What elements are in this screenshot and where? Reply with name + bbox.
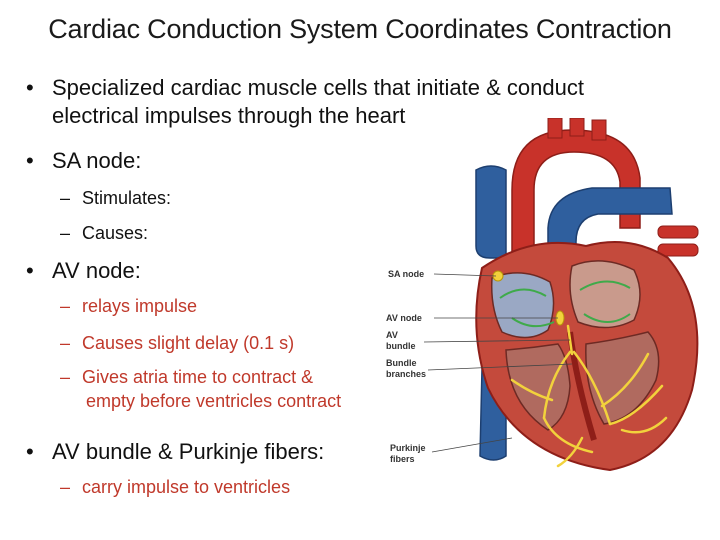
- dash-marker: –: [60, 296, 71, 316]
- aortic-branch: [548, 118, 562, 138]
- label-bundle-branches-2: branches: [386, 369, 427, 379]
- bullet-text-line1: Specialized cardiac muscle cells that initiate & conduct: [52, 75, 584, 100]
- label-purkinje-1: Purkinje: [390, 443, 426, 453]
- sub-bullet-relays-impulse: [60, 294, 198, 318]
- sub-bullet-text: Stimulates:: [82, 188, 172, 208]
- bullet-text: SA node:: [52, 148, 142, 173]
- slide-title: Cardiac Conduction System Coordinates Contraction: [48, 14, 672, 44]
- bullet-av-bundle-purkinje: [26, 438, 325, 466]
- superior-vena-cava: [476, 166, 506, 258]
- sub-bullet-slight-delay: [60, 331, 295, 355]
- bullet-av-node: [26, 257, 141, 285]
- sub-bullet-text-line1: Gives atria time to contract &: [82, 367, 314, 387]
- dash-marker: –: [60, 477, 71, 497]
- label-bundle-branches-1: Bundle: [386, 358, 417, 368]
- bullet-sa-node: [26, 147, 142, 175]
- sub-bullet-text: Causes slight delay (0.1 s): [82, 333, 295, 353]
- label-av-bundle-1: AV: [386, 330, 398, 340]
- sub-bullet-text: Causes:: [82, 223, 149, 243]
- sub-bullet-atria-time: [60, 365, 412, 413]
- sub-bullet-text: carry impulse to ventricles: [82, 477, 291, 497]
- sub-bullet-stimulates: [60, 186, 172, 210]
- sub-bullet-text: relays impulse: [82, 296, 198, 316]
- right-atrium: [492, 273, 554, 338]
- bullet-marker: •: [26, 75, 34, 100]
- label-av-bundle-2: bundle: [386, 341, 416, 351]
- bullet-text: AV bundle & Purkinje fibers:: [52, 439, 325, 464]
- bullet-marker: •: [26, 258, 34, 283]
- bullet-text-line2: electrical impulses through the heart: [52, 103, 406, 128]
- dash-marker: –: [60, 223, 71, 243]
- dash-marker: –: [60, 367, 71, 387]
- label-av-node: AV node: [386, 313, 422, 323]
- sub-bullet-carry-impulse: [60, 475, 291, 499]
- dash-marker: –: [60, 188, 71, 208]
- sub-bullet-causes: [60, 221, 149, 245]
- bullet-marker: •: [26, 439, 34, 464]
- aortic-branch: [570, 118, 584, 136]
- pulmonary-vein: [658, 244, 698, 256]
- label-sa-node: SA node: [388, 269, 425, 279]
- dash-marker: –: [60, 333, 71, 353]
- pulmonary-vein: [658, 226, 698, 238]
- bullet-marker: •: [26, 148, 34, 173]
- aortic-branch: [592, 120, 606, 140]
- label-purkinje-2: fibers: [390, 454, 415, 464]
- left-atrium: [570, 261, 640, 328]
- heart-conduction-diagram: [372, 118, 716, 478]
- bullet-text: AV node:: [52, 258, 141, 283]
- sub-bullet-text-line2: empty before ventricles contract: [86, 391, 342, 411]
